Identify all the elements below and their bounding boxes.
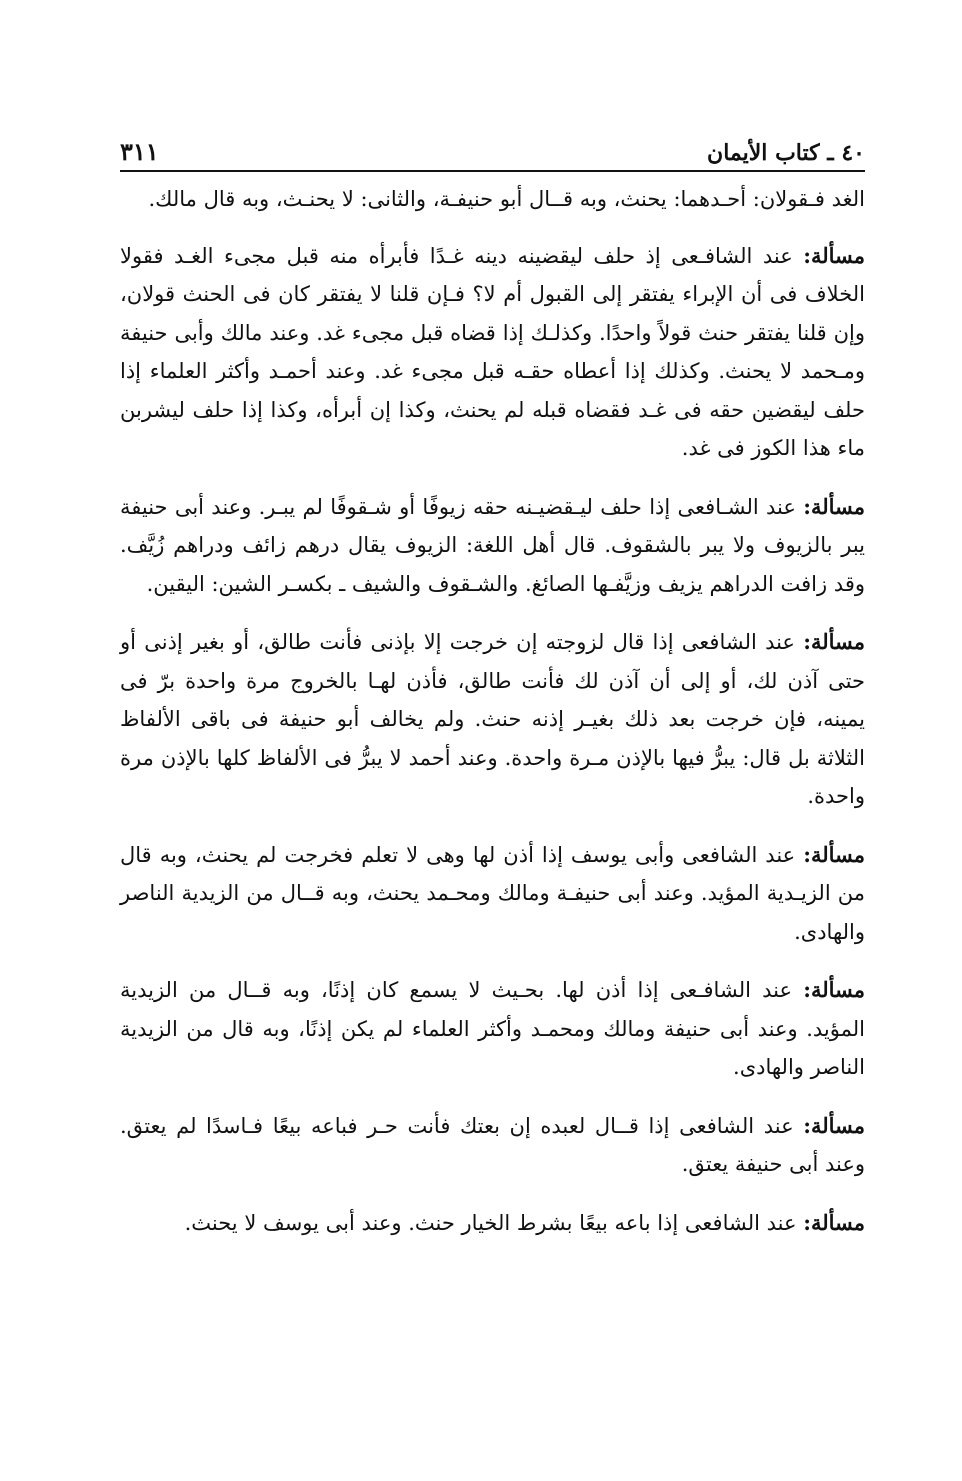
masala-label: مسألة: [803, 242, 865, 268]
paragraph-continuation [120, 180, 865, 219]
paragraph-text: عند الشـافعى إذا حلف ليـقضيـنه حقه زيوفًا أو شـقوفًا لم يبـر. وعند أبى حنيفة يبر بالزيوف ولا يبر بالشقوف. قال أهل اللغة: الزيوف يقال درهم زائف ودراهم زُيَّف. وقد زافت الدراهم يزيف وزيَّفـها الصائغ. والشـقوف والشيف ـ بكسـر الشين: اليقين. [120, 494, 865, 596]
book-page [120, 124, 865, 1262]
masala-paragraph [120, 623, 865, 816]
paragraph-text: الغد فـقولان: أحـدهما: يحنث، وبه قــال أبو حنيفـة، والثانى: لا يحنـث، وبه قال مالك. [148, 187, 865, 211]
paragraph-text: عند الشافعى إذا باعه بيعًا بشرط الخيار حنث. وعند أبى يوسف لا يحنث. [184, 1210, 804, 1235]
header-rule [120, 170, 865, 172]
running-header [120, 124, 865, 170]
paragraph-text: عند الشافعى وأبى يوسف إذا أذن لها وهى لا تعلم فخرجت لم يحنث، وبه قال من الزيـدية المؤيد. وعند أبى حنيفـة ومالك ومحـمد يحنث، وبه قــال من الزيدية الناصر والهادى. [120, 842, 865, 944]
masala-paragraph [120, 237, 865, 468]
masala-paragraph [120, 1204, 865, 1243]
paragraph-text: عند الشافـعى إذا أذن لها. بحـيث لا يسمع كان إذنًا، وبه قــال من الزيدية المؤيد. وعند أبى حنيفة ومالك ومحمـد وأكثر العلماء لم يكن إذنًا، وبه قال من الزيدية الناصر والهادى. [120, 978, 865, 1079]
page-number: ٣١١ [120, 137, 159, 166]
masala-paragraph [120, 488, 865, 604]
paragraph-text: عند الشافعى إذا قال لزوجته إن خرجت إلا بإذنى فأنت طالق، أو بغير إذنى أو حتى آذن لك، أو إلى أن آذن لك فأنت طالق، فأذن لهـا بالخروج مرة واحدة برّ فى يمينه، فإن خرجت بعد ذلك بغيـر إذنه حنث. ولم يخالف أبو حنيفة فى باقى الألفاظ الثلاثة بل قال: يبرُّ فيها بالإذن مـرة واحدة. وعند أحمد لا يبرُّ فى الألفاظ كلها بالإذن مرة واحدة. [120, 630, 865, 808]
masala-label: مسألة: [803, 1209, 865, 1235]
masala-paragraph [120, 971, 865, 1087]
masala-paragraph [120, 1107, 865, 1184]
masala-label: مسألة: [803, 629, 865, 654]
masala-label: مسألة: [803, 977, 865, 1002]
masala-label: مسألة: [803, 493, 865, 519]
chapter-title: ٤٠ ـ كتاب الأيمان [707, 140, 865, 166]
page-body [120, 180, 865, 1242]
masala-paragraph [120, 836, 865, 952]
paragraph-text: عند الشافـعى إذ حلف ليقضينه دينه غـدًا فأبرأه منه قبل مجىء الغـد فقولا الخلاف فى أن الإبراء يفتقر إلى القبول أم لا؟ فـإن قلنا لا يفتقر كان فى الحنث قولان، وإن قلنا يفتقر حنث قولاً واحدًا. وكذلـك إذا قضاه قبل مجىء غد. وعند مالك وأبى حنيفة ومـحمد لا يحنث. وكذلك إذا أعطاه حقـه قبل مجىء غد. وعند أحمـد وأكثر العلماء إذا حلف ليقضين حقه فى غـد فقضاه قبله لم يحنث، وكذا إن أبرأه، وكذا إذا حلف ليشربن ماء هذا الكوز فى غد. [120, 243, 865, 460]
masala-label: مسألة: [803, 1112, 865, 1138]
masala-label: مسألة: [803, 841, 865, 867]
paragraph-text: عند الشافعى إذا قــال لعبده إن بعتك فأنت حـر فباعه بيعًا فـاسدًا لم يعتق. وعند أبى حنيفة يعتق. [120, 1113, 865, 1176]
